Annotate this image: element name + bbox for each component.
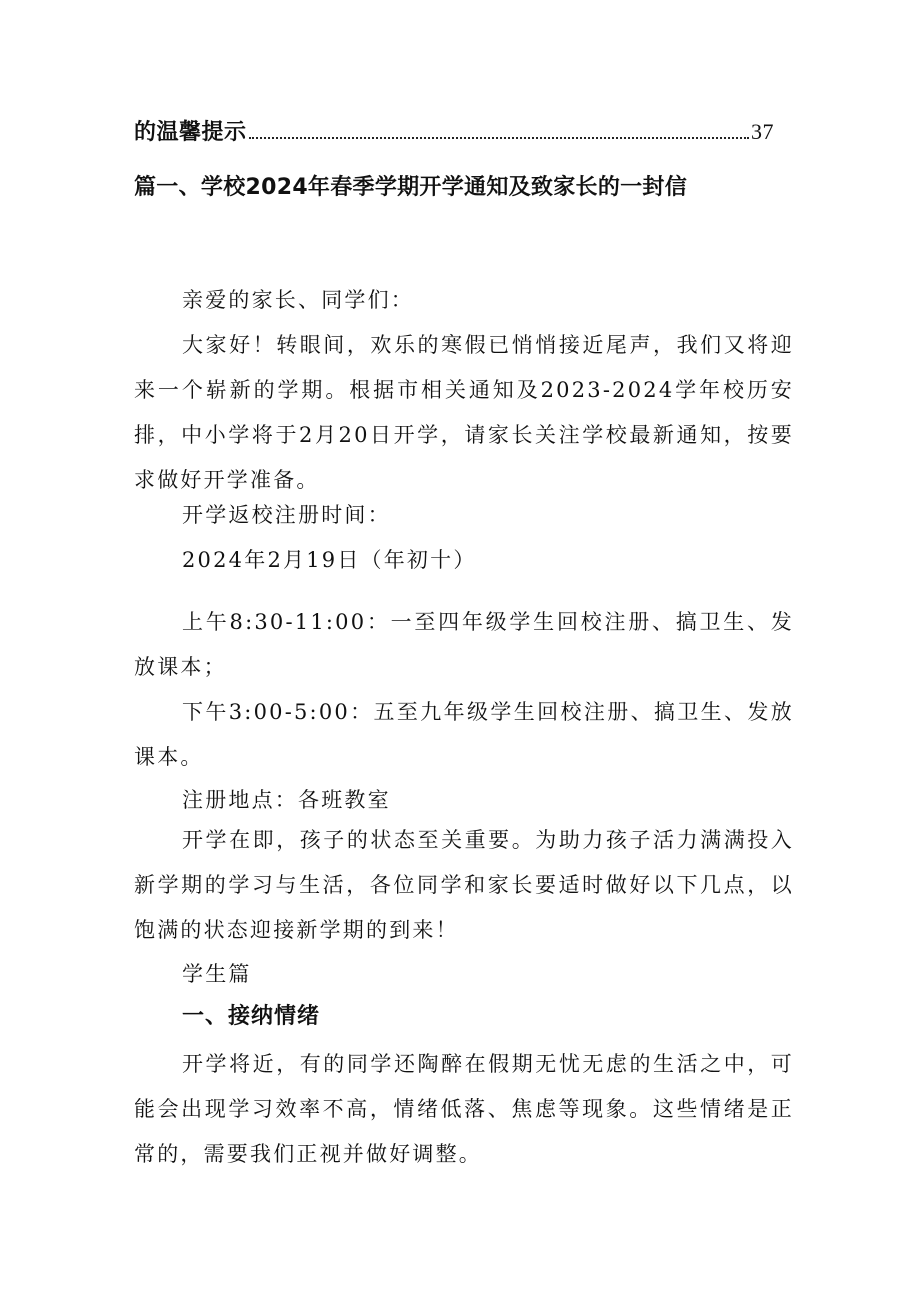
registration-time-label: 开学返校注册时间： bbox=[182, 503, 391, 527]
student-section-label: 学生篇 bbox=[182, 962, 252, 986]
toc-entry-text: 的温馨提示 bbox=[134, 120, 247, 145]
toc-page-number: 37 bbox=[751, 119, 774, 144]
intro-paragraph: 大家好！转眼间，欢乐的寒假已悄悄接近尾声，我们又将迎来一个崭新的学期。根据市相关通知及2023-2024学年校历安排，中小学将于2月20日开学，请家长关注学校最新通知，按要求做好开学准备。 bbox=[134, 333, 794, 492]
section-title: 篇一、学校2024年春季学期开学通知及致家长的一封信 bbox=[134, 175, 688, 200]
heading-accept-emotions: 一、接纳情绪 bbox=[182, 1004, 321, 1029]
emotion-body-paragraph: 开学将近，有的同学还陶醉在假期无忧无虑的生活之中，可能会出现学习效率不高，情绪低落、焦虑等现象。这些情绪是正常的，需要我们正视并做好调整。 bbox=[134, 1052, 794, 1166]
afternoon-schedule-paragraph: 下午3:00-5:00：五至九年级学生回校注册、搞卫生、发放课本。 bbox=[134, 700, 794, 769]
greeting-paragraph: 亲爱的家长、同学们： bbox=[182, 288, 414, 312]
preparation-paragraph: 开学在即，孩子的状态至关重要。为助力孩子活力满满投入新学期的学习与生活，各位同学和家长要适时做好以下几点，以饱满的状态迎接新学期的到来！ bbox=[134, 828, 794, 942]
registration-location: 注册地点：各班教室 bbox=[182, 788, 391, 812]
morning-schedule-paragraph: 上午8:30-11:00：一至四年级学生回校注册、搞卫生、发放课本； bbox=[134, 610, 794, 679]
registration-date: 2024年2月19日（年初十） bbox=[182, 548, 477, 572]
toc-entry[interactable] bbox=[134, 116, 774, 149]
toc-leader-dots bbox=[249, 136, 749, 139]
